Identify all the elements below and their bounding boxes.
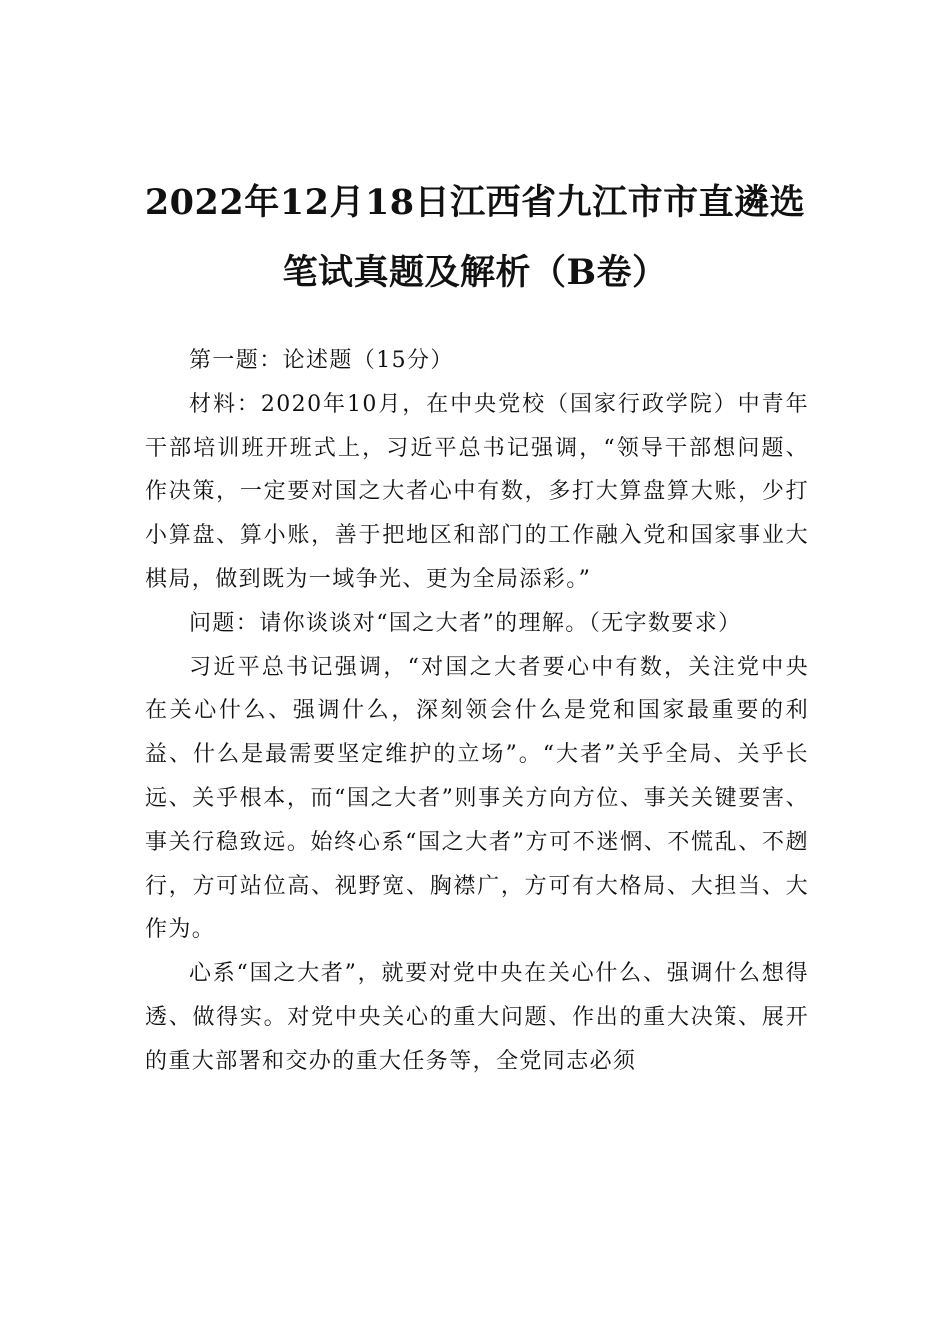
document-title [140,168,810,308]
material-paragraph: 材料：2020年10月，在中央党校（国家行政学院）中青年干部培训班开班式上，习近平总书记强调，“领导干部想问题、作决策，一定要对国之大者心中有数，多打大算盘算大账，少打小算盘、算小账，善于把地区和部门的工作融入党和国家事业大棋局，做到既为一域争光、更为全局添彩。” [145,391,809,592]
answer-paragraph-2: 心系“国之大者”，就要对党中央在关心什么、强调什么想得透、做得实。对党中央关心的重大问题、作出的重大决策、展开的重大部署和交办的重大任务等，全党同志必须 [145,961,809,1074]
question-paragraph: 问题：请你谈谈对“国之大者”的理解。（无字数要求） [189,610,742,636]
title-line-2: 笔试真题及解析（B卷） [282,252,668,293]
title-line-1: 2022年12月18日江西省九江市市直遴选 [144,182,806,223]
document-body [145,339,809,1084]
question-heading: 第一题：论述题（15分） [189,348,454,373]
answer-paragraph-1: 习近平总书记强调，“对国之大者要心中有数，关注党中央在关心什么、强调什么，深刻领会什么是党和国家最重要的利益、什么是最需要坚定维护的立场”。“大者”关乎全局、关乎长远、关乎根本，而“国之大者”则事关方向方位、事关关键要害、事关行稳致远。始终心系“国之大者”方可不迷惘、不慌乱、不趔行，方可站位高、视野宽、胸襟广，方可有大格局、大担当、大作为。 [145,654,809,943]
